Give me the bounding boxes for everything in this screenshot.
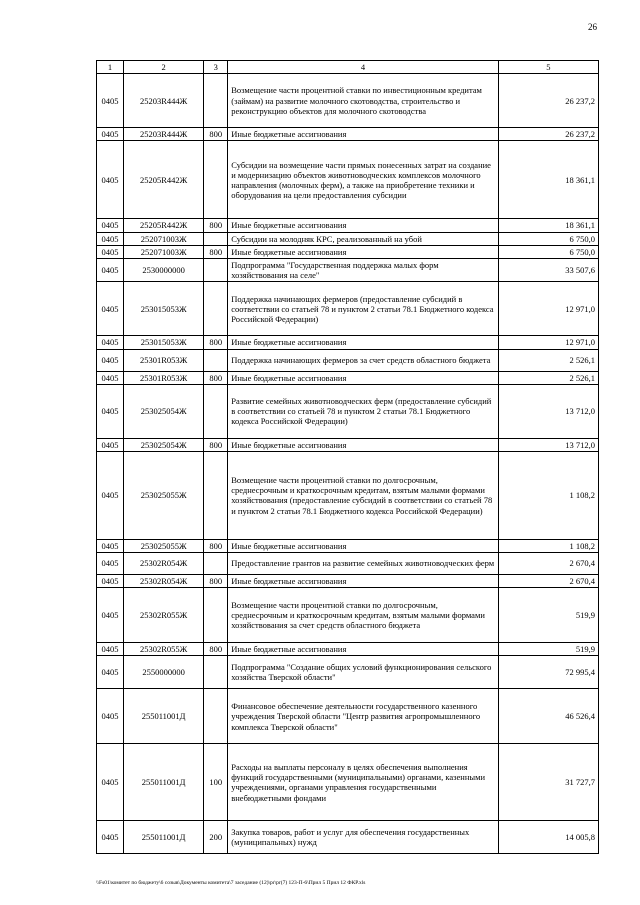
- code-cell: 255011001Д: [124, 689, 204, 744]
- expense-type-cell: 800: [204, 643, 228, 656]
- section-cell: 0405: [97, 384, 124, 438]
- expense-type-cell: 800: [204, 245, 228, 258]
- expense-type-cell: 800: [204, 371, 228, 384]
- section-cell: 0405: [97, 371, 124, 384]
- amount-cell: 519,9: [498, 643, 598, 656]
- name-cell: Финансовое обеспечение деятельности государственного казенного учреждения Тверской области "Центр развития агропромышленного комплекса Тверской области": [228, 689, 499, 744]
- section-cell: 0405: [97, 141, 124, 219]
- amount-cell: 6 750,0: [498, 232, 598, 245]
- section-cell: 0405: [97, 282, 124, 336]
- table-row: [97, 245, 599, 258]
- expense-type-cell: 800: [204, 219, 228, 232]
- section-cell: 0405: [97, 744, 124, 821]
- expense-type-cell: [204, 74, 228, 128]
- expense-type-cell: 100: [204, 744, 228, 821]
- code-cell: 253025054Ж: [124, 384, 204, 438]
- section-cell: 0405: [97, 74, 124, 128]
- table-row: [97, 371, 599, 384]
- table-row: [97, 336, 599, 349]
- amount-cell: 13 712,0: [498, 384, 598, 438]
- section-cell: 0405: [97, 219, 124, 232]
- expense-type-cell: [204, 141, 228, 219]
- name-cell: Подпрограмма "Государственная поддержка малых форм хозяйствования на селе": [228, 258, 499, 281]
- header-cell: 2: [124, 61, 204, 74]
- section-cell: 0405: [97, 656, 124, 689]
- expense-type-cell: 800: [204, 336, 228, 349]
- section-cell: 0405: [97, 245, 124, 258]
- amount-cell: 12 971,0: [498, 336, 598, 349]
- table-row: [97, 438, 599, 451]
- code-cell: 2550000000: [124, 656, 204, 689]
- name-cell: Поддержка начинающих фермеров за счет средств областного бюджета: [228, 349, 499, 371]
- name-cell: Иные бюджетные ассигнования: [228, 438, 499, 451]
- expense-type-cell: 800: [204, 128, 228, 141]
- table-row: [97, 219, 599, 232]
- code-cell: 25301R053Ж: [124, 371, 204, 384]
- section-cell: 0405: [97, 232, 124, 245]
- amount-cell: 46 526,4: [498, 689, 598, 744]
- amount-cell: 2 526,1: [498, 349, 598, 371]
- name-cell: Иные бюджетные ассигнования: [228, 575, 499, 588]
- name-cell: Развитие семейных животноводческих ферм (предоставление субсидий в соответствии со статьей 78 и пунктом 2 статьи 78.1 Бюджетного кодекса Российской Федерации): [228, 384, 499, 438]
- name-cell: Иные бюджетные ассигнования: [228, 336, 499, 349]
- section-cell: 0405: [97, 128, 124, 141]
- amount-cell: 1 108,2: [498, 539, 598, 552]
- code-cell: 25302R054Ж: [124, 553, 204, 575]
- expense-type-cell: 800: [204, 575, 228, 588]
- table-row: [97, 451, 599, 539]
- amount-cell: 6 750,0: [498, 245, 598, 258]
- amount-cell: 1 108,2: [498, 451, 598, 539]
- table-row: [97, 744, 599, 821]
- expense-type-cell: [204, 258, 228, 281]
- code-cell: 253025055Ж: [124, 539, 204, 552]
- amount-cell: 18 361,1: [498, 219, 598, 232]
- budget-table: [96, 60, 599, 854]
- section-cell: 0405: [97, 588, 124, 643]
- code-cell: 25302R055Ж: [124, 643, 204, 656]
- name-cell: Закупка товаров, работ и услуг для обеспечения государственных (муниципальных) нужд: [228, 821, 499, 854]
- name-cell: Предоставление грантов на развитие семейных животноводческих ферм: [228, 553, 499, 575]
- file-path-footer: \\Fs01\комитет по бюджету\6 созыв\Документы комитета\7 заседание (12)\pr\pr(7) 123-П-6\Прил 5 Прил 12 ФКР.xls: [96, 880, 366, 886]
- code-cell: 253015053Ж: [124, 336, 204, 349]
- section-cell: 0405: [97, 539, 124, 552]
- code-cell: 25203R444Ж: [124, 74, 204, 128]
- amount-cell: 26 237,2: [498, 128, 598, 141]
- section-cell: 0405: [97, 451, 124, 539]
- code-cell: 253025054Ж: [124, 438, 204, 451]
- table-row: [97, 74, 599, 128]
- expense-type-cell: [204, 384, 228, 438]
- name-cell: Иные бюджетные ассигнования: [228, 245, 499, 258]
- expense-type-cell: [204, 451, 228, 539]
- table-row: [97, 128, 599, 141]
- table-row: [97, 643, 599, 656]
- code-cell: 255011001Д: [124, 821, 204, 854]
- amount-cell: 18 361,1: [498, 141, 598, 219]
- table-row: [97, 575, 599, 588]
- header-cell: 3: [204, 61, 228, 74]
- page-number: 26: [588, 22, 597, 32]
- code-cell: 25205R442Ж: [124, 219, 204, 232]
- table-row: [97, 689, 599, 744]
- code-cell: 25205R442Ж: [124, 141, 204, 219]
- table-row: [97, 539, 599, 552]
- expense-type-cell: [204, 553, 228, 575]
- amount-cell: 13 712,0: [498, 438, 598, 451]
- table-header-row: [97, 61, 599, 74]
- name-cell: Возмещение части процентной ставки по долгосрочным, среднесрочным и краткосрочным кредитам, взятым малыми формами хозяйствования (предоставление субсидий в соответствии со статьей 78 и пунктом 2 статьи 78.1 Бюджетного кодекса Российской Федерации): [228, 451, 499, 539]
- header-cell: 1: [97, 61, 124, 74]
- table-row: [97, 282, 599, 336]
- amount-cell: 72 995,4: [498, 656, 598, 689]
- expense-type-cell: [204, 656, 228, 689]
- name-cell: Расходы на выплаты персоналу в целях обеспечения выполнения функций государственными (муниципальными) органами, казенными учреждениями, органами управления государственными внебюджетными фондами: [228, 744, 499, 821]
- table-row: [97, 384, 599, 438]
- table-row: [97, 656, 599, 689]
- table-row: [97, 258, 599, 281]
- header-cell: 4: [228, 61, 499, 74]
- table-row: [97, 588, 599, 643]
- header-cell: 5: [498, 61, 598, 74]
- amount-cell: 33 507,6: [498, 258, 598, 281]
- section-cell: 0405: [97, 575, 124, 588]
- name-cell: Иные бюджетные ассигнования: [228, 643, 499, 656]
- section-cell: 0405: [97, 438, 124, 451]
- amount-cell: 2 526,1: [498, 371, 598, 384]
- name-cell: Иные бюджетные ассигнования: [228, 539, 499, 552]
- name-cell: Иные бюджетные ассигнования: [228, 371, 499, 384]
- name-cell: Иные бюджетные ассигнования: [228, 128, 499, 141]
- name-cell: Возмещение части процентной ставки по долгосрочным, среднесрочным и краткосрочным кредитам, взятым малыми формами хозяйствования за счет средств областного бюджета: [228, 588, 499, 643]
- table-row: [97, 232, 599, 245]
- code-cell: 25301R053Ж: [124, 349, 204, 371]
- code-cell: 253015053Ж: [124, 282, 204, 336]
- section-cell: 0405: [97, 821, 124, 854]
- code-cell: 252071003Ж: [124, 245, 204, 258]
- section-cell: 0405: [97, 349, 124, 371]
- expense-type-cell: [204, 689, 228, 744]
- amount-cell: 2 670,4: [498, 553, 598, 575]
- code-cell: 253025055Ж: [124, 451, 204, 539]
- section-cell: 0405: [97, 258, 124, 281]
- name-cell: Иные бюджетные ассигнования: [228, 219, 499, 232]
- code-cell: 255011001Д: [124, 744, 204, 821]
- expense-type-cell: [204, 282, 228, 336]
- expense-type-cell: [204, 588, 228, 643]
- table-row: [97, 141, 599, 219]
- section-cell: 0405: [97, 643, 124, 656]
- amount-cell: 2 670,4: [498, 575, 598, 588]
- expense-type-cell: 800: [204, 539, 228, 552]
- table-row: [97, 821, 599, 854]
- section-cell: 0405: [97, 336, 124, 349]
- table-row: [97, 349, 599, 371]
- amount-cell: 12 971,0: [498, 282, 598, 336]
- section-cell: 0405: [97, 689, 124, 744]
- name-cell: Подпрограмма "Создание общих условий функционирования сельского хозяйства Тверской области": [228, 656, 499, 689]
- amount-cell: 26 237,2: [498, 74, 598, 128]
- amount-cell: 519,9: [498, 588, 598, 643]
- name-cell: Возмещение части процентной ставки по инвестиционным кредитам (займам) на развитие молочного скотоводства, строительство и реконструкцию объектов для молочного скотоводства: [228, 74, 499, 128]
- expense-type-cell: 200: [204, 821, 228, 854]
- expense-type-cell: [204, 232, 228, 245]
- amount-cell: 14 005,8: [498, 821, 598, 854]
- section-cell: 0405: [97, 553, 124, 575]
- code-cell: 25302R054Ж: [124, 575, 204, 588]
- code-cell: 25302R055Ж: [124, 588, 204, 643]
- name-cell: Субсидии на возмещение части прямых понесенных затрат на создание и модернизацию объектов животноводческих комплексов молочного направления (молочных ферм), а также на приобретение техники и оборудования на цели предоставления субсидии: [228, 141, 499, 219]
- name-cell: Поддержка начинающих фермеров (предоставление субсидий в соответствии со статьей 78 и пунктом 2 статьи 78.1 Бюджетного кодекса Российской Федерации): [228, 282, 499, 336]
- code-cell: 25203R444Ж: [124, 128, 204, 141]
- code-cell: 252071003Ж: [124, 232, 204, 245]
- code-cell: 2530000000: [124, 258, 204, 281]
- expense-type-cell: 800: [204, 438, 228, 451]
- expense-type-cell: [204, 349, 228, 371]
- table-row: [97, 553, 599, 575]
- name-cell: Субсидии на молодняк КРС, реализованный на убой: [228, 232, 499, 245]
- amount-cell: 31 727,7: [498, 744, 598, 821]
